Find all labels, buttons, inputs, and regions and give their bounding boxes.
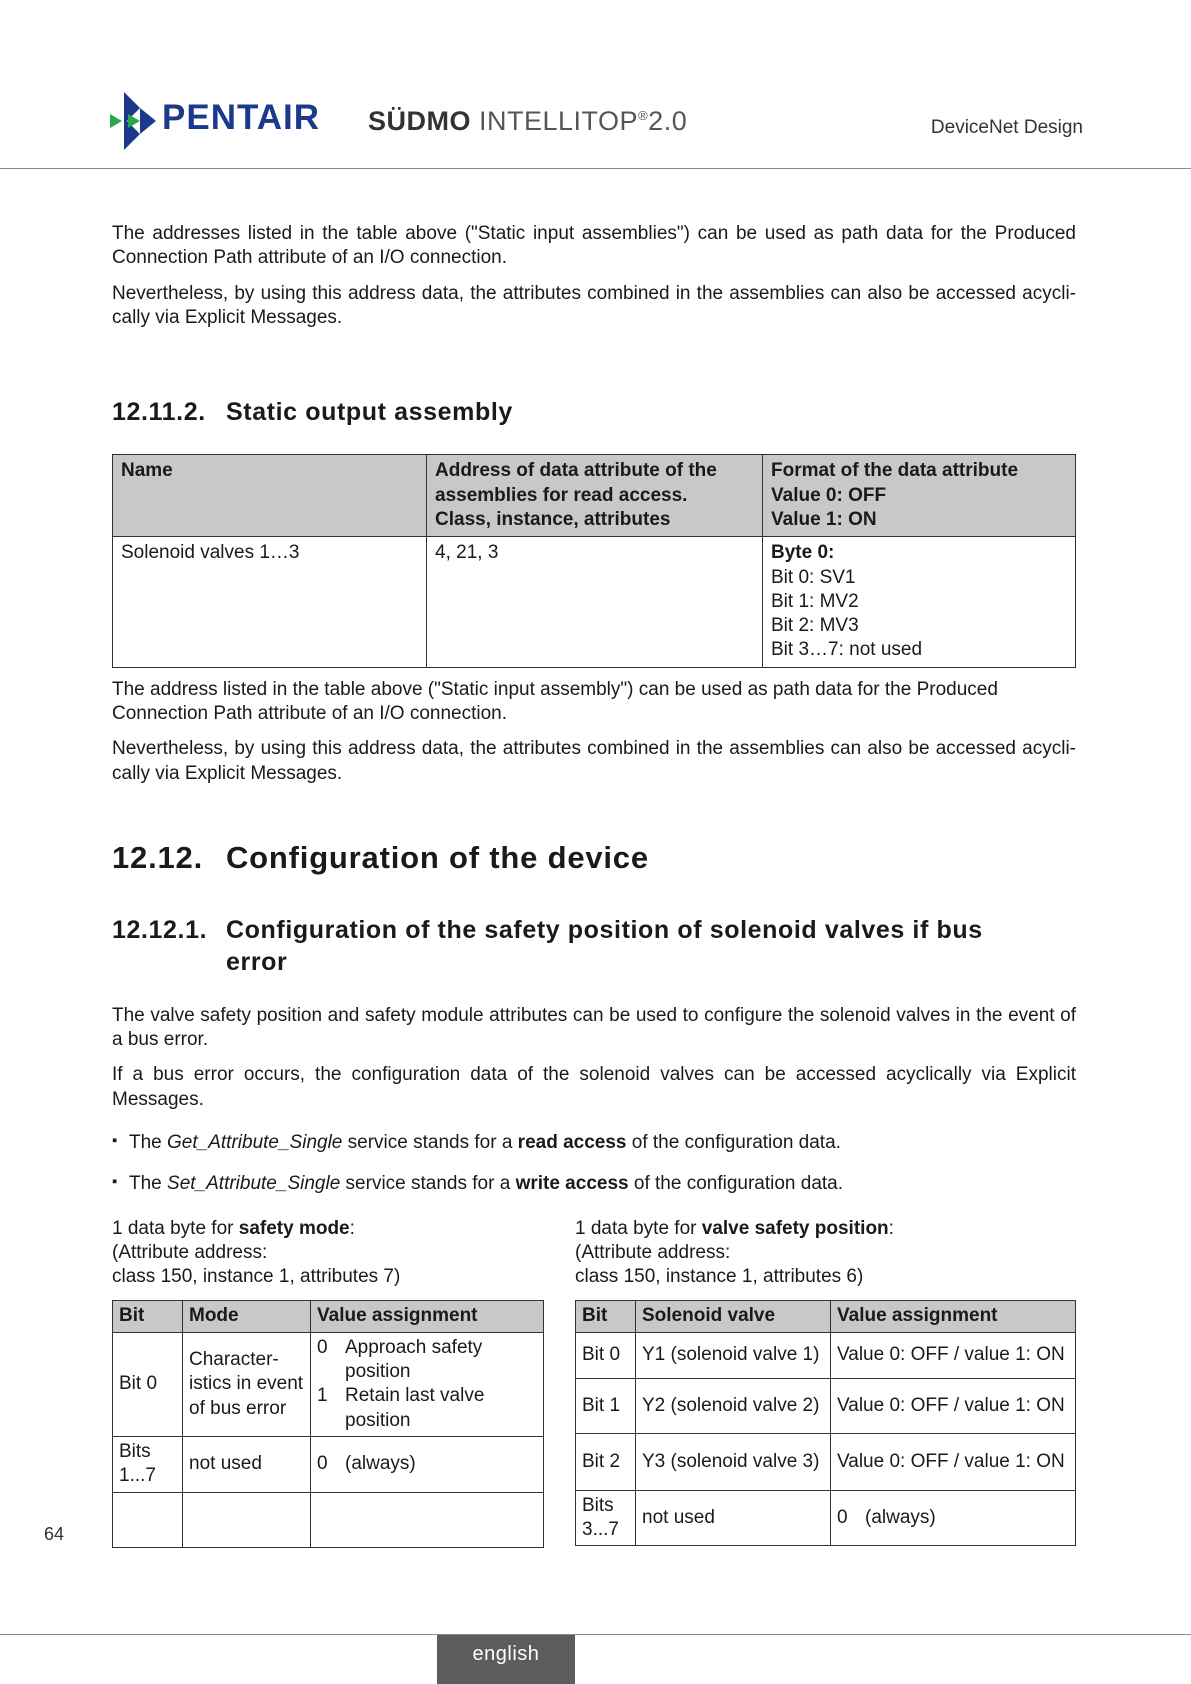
section-heading-12-11-2: 12.11.2. Static output assembly (112, 398, 513, 427)
safety-mode-block (112, 1217, 544, 1548)
paragraph: Nevertheless, by using this address data, the attributes combined in the assemblies can also be accessed acycli-cally via Explicit Messages. (112, 282, 1076, 328)
table-cell: Bit 1 (576, 1378, 636, 1433)
table-cell: Bit 0 (576, 1332, 636, 1378)
valve-safety-intro: 1 data byte for valve safety position: (Attribute address: class 150, instance 1, attributes 6) (575, 1217, 894, 1288)
table-row (113, 1437, 544, 1493)
table-cell: 0 Approach safety position 1 Retain last valve position (311, 1332, 544, 1436)
static-output-assembly-table (112, 454, 1076, 668)
table-cell: 0 (always) (311, 1437, 544, 1493)
section-heading-12-12-1: 12.12.1. Configuration of the safety position of solenoid valves if bus error (112, 915, 983, 976)
table-header: Value assignment (311, 1301, 544, 1332)
list-item: ▪ The Get_Attribute_Single service stands for a read access of the configuration data. (112, 1131, 1076, 1155)
language-tab: english (437, 1635, 575, 1684)
table-cell: Value 0: OFF / value 1: ON (831, 1332, 1076, 1378)
table-row (576, 1332, 1076, 1378)
bullet-list (112, 1131, 1076, 1197)
table-row (576, 1378, 1076, 1433)
table-cell: 4, 21, 3 (427, 537, 763, 668)
table-header: Bit (576, 1301, 636, 1332)
safety-mode-table (112, 1300, 544, 1547)
table-cell: Value 0: OFF / value 1: ON (831, 1378, 1076, 1433)
table-header: Bit (113, 1301, 183, 1332)
paragraph: The valve safety position and safety module attributes can be used to configure the solenoid valves in the event of a bus error. (112, 1004, 1076, 1050)
product-name: SÜDMO INTELLITOP®2.0 (368, 106, 688, 136)
table-cell: Byte 0: Bit 0: SV1 Bit 1: MV2 Bit 2: MV3 Bit 3…7: not used (763, 537, 1076, 668)
table-cell: Bits 1...7 (113, 1437, 183, 1493)
pentair-logo-icon (110, 92, 156, 150)
page-number: 64 (44, 1524, 65, 1544)
table-header: Solenoid valve (636, 1301, 831, 1332)
table-cell: Solenoid valves 1…3 (113, 537, 427, 668)
table-row (113, 537, 1076, 668)
table-row (113, 1332, 544, 1436)
table-cell: not used (636, 1490, 831, 1546)
table-row-empty (113, 1492, 544, 1547)
paragraph: The addresses listed in the table above ("Static input assemblies") can be used as path data for the Produced Connection Path attribute of an I/O connection. (112, 223, 1076, 269)
table-header: Value assignment (831, 1301, 1076, 1332)
document-title: DeviceNet Design (930, 117, 1083, 138)
page-header (0, 0, 1191, 169)
table-row (576, 1433, 1076, 1490)
paragraph: If a bus error occurs, the configuration data of the solenoid valves can be accessed acyclically via Explicit Messages. (112, 1064, 1076, 1110)
table-header: Format of the data attribute Value 0: OFF Value 1: ON (763, 455, 1076, 537)
table-cell: Y1 (solenoid valve 1) (636, 1332, 831, 1378)
list-item: ▪ The Set_Attribute_Single service stands for a write access of the configuration data. (112, 1172, 1076, 1196)
table-cell: Bit 2 (576, 1433, 636, 1490)
table-cell: Bits 3...7 (576, 1490, 636, 1546)
pentair-logo-text: PENTAIR (162, 98, 321, 137)
table-cell: Y2 (solenoid valve 2) (636, 1378, 831, 1433)
page-content (112, 222, 1076, 1548)
footer-divider (0, 1634, 1191, 1635)
table-cell: not used (183, 1437, 311, 1493)
table-cell: Character-istics in event of bus error (183, 1332, 311, 1436)
paragraph: Nevertheless, by using this address data, the attributes combined in the assemblies can also be accessed acycli-cally via Explicit Messages. (112, 738, 1076, 784)
table-cell: 0 (always) (831, 1490, 1076, 1546)
paragraph: The address listed in the table above ("Static input assembly") can be used as path data for the Produced Connection Path attribute of an I/O connection. (112, 678, 998, 725)
table-cell: Value 0: OFF / value 1: ON (831, 1433, 1076, 1490)
table-cell: Bit 0 (113, 1332, 183, 1436)
table-header: Mode (183, 1301, 311, 1332)
valve-safety-table (575, 1300, 1076, 1546)
section-heading-12-12: 12.12. Configuration of the device (112, 840, 649, 875)
table-row (576, 1490, 1076, 1546)
table-header: Name (113, 455, 427, 537)
safety-mode-intro: 1 data byte for safety mode: (Attribute address: class 150, instance 1, attributes 7) (112, 1217, 401, 1288)
table-header: Address of data attribute of the assemblies for read access. Class, instance, attributes (427, 455, 763, 537)
valve-safety-block (575, 1217, 1076, 1548)
table-cell: Y3 (solenoid valve 3) (636, 1433, 831, 1490)
